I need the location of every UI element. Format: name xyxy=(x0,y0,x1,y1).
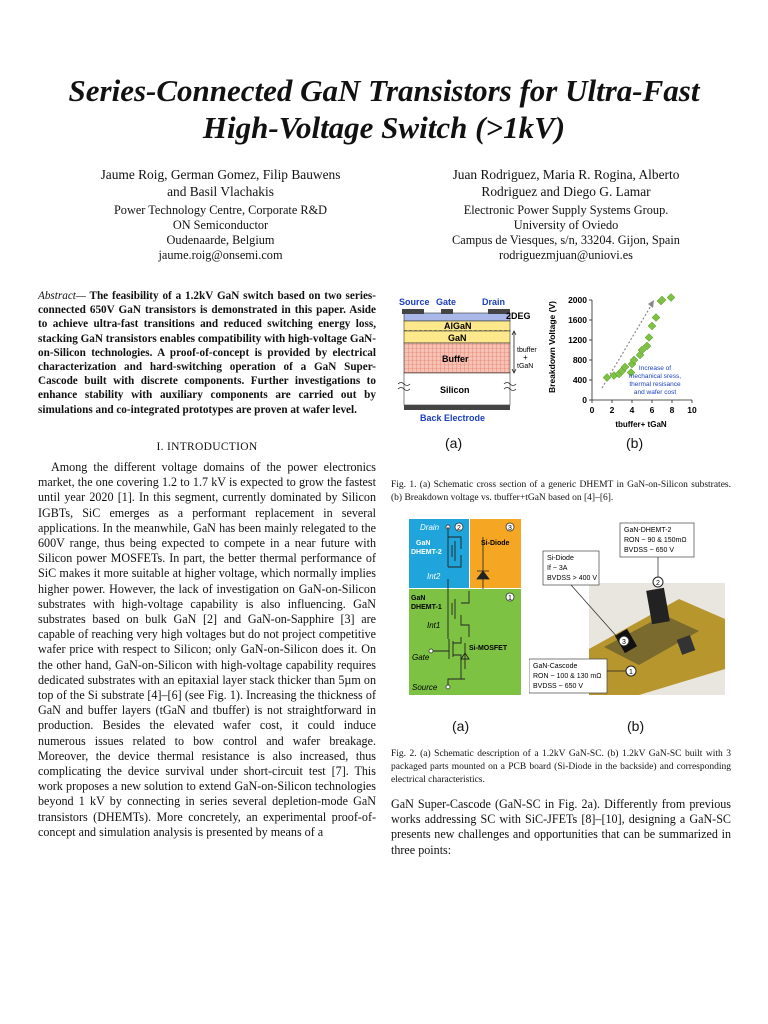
abstract xyxy=(38,289,376,417)
fig1-label-b: (b) xyxy=(626,435,644,451)
node-number: 3 xyxy=(508,525,512,532)
data-point xyxy=(652,314,660,322)
simosfet-label: Si-MOSFET xyxy=(469,645,508,652)
right-paragraph: GaN Super-Cascode (GaN-SC in Fig. 2a). Differently from previous works addressing SC with SiC-JFETs [8]–[10], designing a GaN-SC presents new challenges and opportunities that can be summarized in three points: xyxy=(391,797,731,857)
fig1-caption: Fig. 1. (a) Schematic cross section of a generic DHEMT in GaN-on-Silicon substrates. (b) Breakdown voltage vs. tbuffer+tGaN based on [4]–[6]. xyxy=(391,480,731,503)
back-electrode-label: Back Electrode xyxy=(420,413,486,423)
node-number: 2 xyxy=(656,580,660,587)
node-number: 2 xyxy=(457,525,461,532)
callout-text: RON ~ 100 & 130 mΩ xyxy=(533,673,602,680)
back-electrode xyxy=(404,405,510,410)
tbuffer-label: tbuffer xyxy=(517,347,537,354)
paper-title xyxy=(40,72,728,146)
sidiode-label: Si-Diode xyxy=(481,540,510,547)
author-email: jaume.roig@onsemi.com xyxy=(158,248,283,262)
x-tick-label: 0 xyxy=(589,405,595,415)
x-tick-label: 6 xyxy=(649,405,655,415)
x-tick-label: 10 xyxy=(687,405,697,415)
y-tick-label: 400 xyxy=(572,375,587,385)
affiliation-line: ON Semiconductor xyxy=(172,218,269,232)
fig2b-board-photo xyxy=(529,519,725,695)
source-label: Source xyxy=(412,683,438,692)
authors-right xyxy=(412,166,720,263)
tgan-label: tGaN xyxy=(517,363,534,370)
fig1a-cross-section xyxy=(396,292,538,427)
affiliation-line: University of Oviedo xyxy=(513,218,619,232)
fig2-caption: Fig. 2. (a) Schematic description of a 1.2kV GaN-SC. (b) 1.2kV GaN-SC built with 3 packaged parts mounted on a PCB board (Si-Diode in the backside) and corresponding electrical characteristics. xyxy=(391,749,731,785)
callout-text: BVDSS > 400 V xyxy=(547,575,598,582)
author-email: rodriguezmjuan@uniovi.es xyxy=(499,248,633,262)
x-tick-label: 2 xyxy=(609,405,615,415)
int2-label: Int2 xyxy=(427,572,441,581)
fig2-label-b: (b) xyxy=(627,718,645,734)
abstract-label: Abstract— xyxy=(38,290,86,302)
affiliation-line: Oudenaarde, Belgium xyxy=(166,233,275,247)
author-names: Juan Rodriguez, Maria R. Rogina, Alberto xyxy=(452,167,680,182)
affiliation-line: Power Technology Centre, Corporate R&D xyxy=(113,203,328,217)
gate-node xyxy=(429,649,433,653)
int1-label: Int1 xyxy=(427,621,441,630)
plus-label: + xyxy=(523,353,528,362)
gan-label: GaN xyxy=(448,333,467,343)
trend-arrowhead xyxy=(648,300,654,308)
source-contact xyxy=(402,309,424,314)
gate-label: Gate xyxy=(436,297,457,307)
dhemt2-label: GaN xyxy=(416,540,431,547)
intro-paragraph: Among the different voltage domains of the power electronics market, the one covering 1.2 to 1.7 kV is expected to grow the fastest until year 2020 [1]. In this segment, currently dominated by Silicon IGBTs, SiC emerges as a performant replacement in several applications. In the meanwhile, GaN has been mainly relegated to the 600V range, thus being expected to compete in a near future with Silicon power MOSFETs. In part, the better thermal performance of SiC makes it more suitable at higher voltage, which normally implies higher power. However, the lack of investigation on GaN-on-Silicon substrates with high-voltage capability is also influencing. GaN substrates based on bulk GaN [2] and GaN-on-Sapphire [3] are capable of reaching very high voltages but do not project competitive wafer price with respect to Silicon; only GaN-on-Silicon does it. On the other hand, GaN-on-Silicon with high-voltage capability requires dedicated substrates with an epitaxial layer stack thicker than 5µm on top of the Si substrate [4]–[6] (see Fig. 1). Increasing the thickness of GaN and buffer layers (tGaN and tbuffer) is not straightforward in production. Besides the elevated wafer cost, it could induce numerous issues related to bow control and wafer breakage. Moreover, the device thermal resistance is also increased, thus complicating the device survival under short-circuit test [7]. This work proposes a new solution to extend GaN-on-Silicon technologies beyond 1 kV by connecting in series several depletion-mode GaN transistors (DHEMTs). More concretely, an experimental proof-of-concept and simulation analysis is presented by means of a xyxy=(38,460,376,839)
y-tick-label: 1200 xyxy=(568,335,587,345)
annotation-line: thermal resisance xyxy=(629,381,681,388)
dhemt2-label: DHEMT-2 xyxy=(411,549,442,556)
callout-text: BVDSS ~ 650 V xyxy=(624,547,675,554)
x-tick-label: 4 xyxy=(629,405,635,415)
dhemt1-label: DHEMT-1 xyxy=(411,604,442,611)
data-point xyxy=(648,322,656,330)
data-point xyxy=(667,294,675,302)
abstract-text: The feasibility of a 1.2kV GaN switch based on two series-connected 650V GaN transistors is demonstrated in this paper. Aside to achieve ultra-fast transitions and reduced switching energy loss, stacking GaN transistors enables compatibility with high-voltage GaN-on-Silicon technologies. A proof-of-concept is provided by electrical characterization and hard-switching operation of a GaN Super-Cascode built with discrete components. Further investigations to enhance stability with auxiliary components are carried out by simulations and co-integrated prototypes are proven at wafer level. xyxy=(38,290,376,416)
node-number: 1 xyxy=(508,595,512,602)
annotation-line: and wafer cost xyxy=(633,389,677,396)
algan-label: AlGaN xyxy=(444,321,472,331)
author-names: Jaume Roig, German Gomez, Filip Bauwens xyxy=(100,167,341,182)
y-tick-label: 800 xyxy=(572,355,587,365)
annotation-line: mechanical sress, xyxy=(628,373,682,380)
annotation-line: Increase of xyxy=(638,365,672,372)
fig2-label-a: (a) xyxy=(452,718,470,734)
passivation-layer xyxy=(404,313,510,321)
callout-text: If ~ 3A xyxy=(547,565,568,572)
fig1-label-a: (a) xyxy=(445,435,463,451)
callout-text: Si-Diode xyxy=(547,555,574,562)
section-heading: I. INTRODUCTION xyxy=(156,441,258,453)
callout-text: GaN-DHEMT-2 xyxy=(624,527,672,534)
dhemt1-label: GaN xyxy=(411,595,426,602)
title-line-1: Series-Connected GaN Transistors for Ultra-Fast xyxy=(68,73,700,108)
y-axis-label: Breakdown Voltage (V) xyxy=(547,301,557,393)
callout-text: RON ~ 90 & 150mΩ xyxy=(624,537,687,544)
affiliation-line: Campus de Viesques, s/n, 33204. Gijon, Spain xyxy=(452,233,680,247)
source-label: Source xyxy=(399,297,430,307)
callout-text: BVDSS ~ 650 V xyxy=(533,683,584,690)
silicon-label: Silicon xyxy=(440,385,470,395)
callout-text: GaN-Cascode xyxy=(533,663,578,670)
data-point xyxy=(645,334,653,342)
fig1b-breakdown-chart xyxy=(544,290,714,435)
author-names: Rodriguez and Diego G. Lamar xyxy=(481,184,651,199)
source-node xyxy=(446,685,450,689)
node-number: 3 xyxy=(622,639,626,646)
gate-contact xyxy=(441,309,453,314)
title-line-2: High-Voltage Switch (>1kV) xyxy=(202,110,566,145)
authors-left xyxy=(68,166,373,263)
affiliation-line: Electronic Power Supply Systems Group. xyxy=(463,203,669,217)
drain-label: Drain xyxy=(482,297,506,307)
2deg-label: 2DEG xyxy=(506,311,531,321)
fig2a-schematic xyxy=(409,519,523,695)
x-axis-label: tbuffer+ tGaN xyxy=(615,420,667,429)
node-number: 1 xyxy=(629,669,633,676)
y-tick-label: 1600 xyxy=(568,315,587,325)
y-tick-label: 0 xyxy=(582,395,587,405)
drain-label: Drain xyxy=(420,523,440,532)
data-point xyxy=(603,374,611,382)
buffer-label: Buffer xyxy=(442,354,469,364)
gate-label: Gate xyxy=(412,653,430,662)
y-tick-label: 2000 xyxy=(568,295,587,305)
x-tick-label: 8 xyxy=(669,405,675,415)
author-names: and Basil Vlachakis xyxy=(167,184,274,199)
